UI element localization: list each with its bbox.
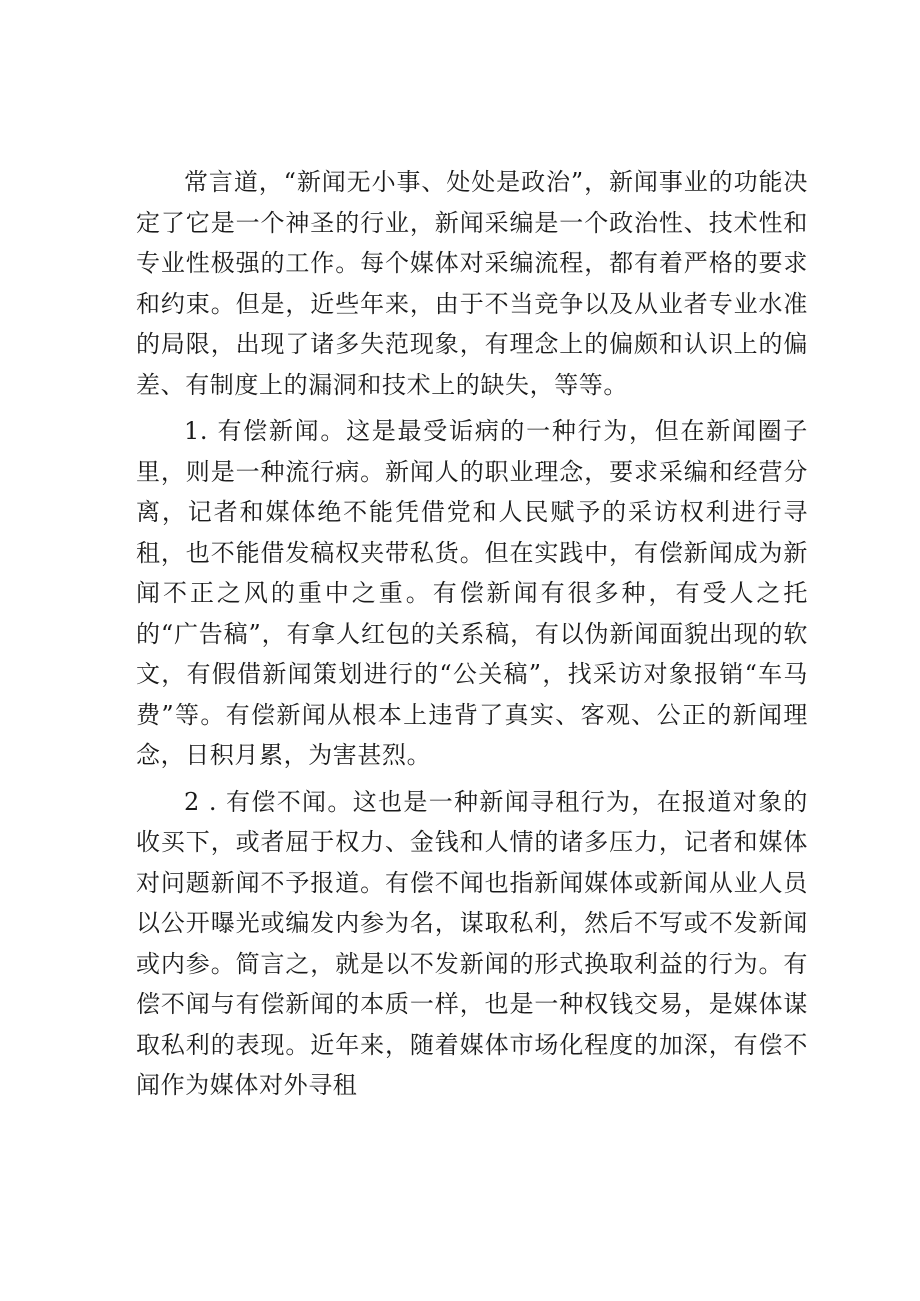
paragraph-paid-silence: 2 . 有偿不闻。这也是一种新闻寻租行为，在报道对象的收买下，或者屈于权力、金钱和人情的诸多压力，记者和媒体对问题新闻不予报道。有偿不闻也指新闻媒体或新闻从业人员以公开曝光或编发内参为名，谋取私利，然后不写或不发新闻或内参。简言之，就是以不发新闻的形式换取利益的行为。有偿不闻与有偿新闻的本质一样，也是一种权钱交易，是媒体谋取私利的表现。近年来，随着媒体市场化程度的加深，有偿不闻作为媒体对外寻租: [136, 787, 808, 1099]
document-body: [136, 162, 808, 1112]
paragraph-paid-news: 1. 有偿新闻。这是最受诟病的一种行为，但在新闻圈子里，则是一种流行病。新闻人的职业理念，要求采编和经营分离，记者和媒体绝不能凭借党和人民赋予的采访权利进行寻租，也不能借发稿权夹带私货。但在实践中，有偿新闻成为新闻不正之风的重中之重。有偿新闻有很多种，有受人之托的“广告稿”，有拿人红包的关系稿，有以伪新闻面貌出现的软文，有假借新闻策划进行的“公关稿”，找采访对象报销“车马费”等。有偿新闻从根本上违背了真实、客观、公正的新闻理念，日积月累，为害甚烈。: [136, 417, 808, 769]
paragraph-intro: 常言道，“新闻无小事、处处是政治”，新闻事业的功能决定了它是一个神圣的行业，新闻采编是一个政治性、技术性和专业性极强的工作。每个媒体对采编流程，都有着严格的要求和约束。但是，近些年来，由于不当竞争以及从业者专业水准的局限，出现了诸多失范现象，有理念上的偏颇和认识上的偏差、有制度上的漏洞和技术上的缺失，等等。: [136, 168, 808, 399]
